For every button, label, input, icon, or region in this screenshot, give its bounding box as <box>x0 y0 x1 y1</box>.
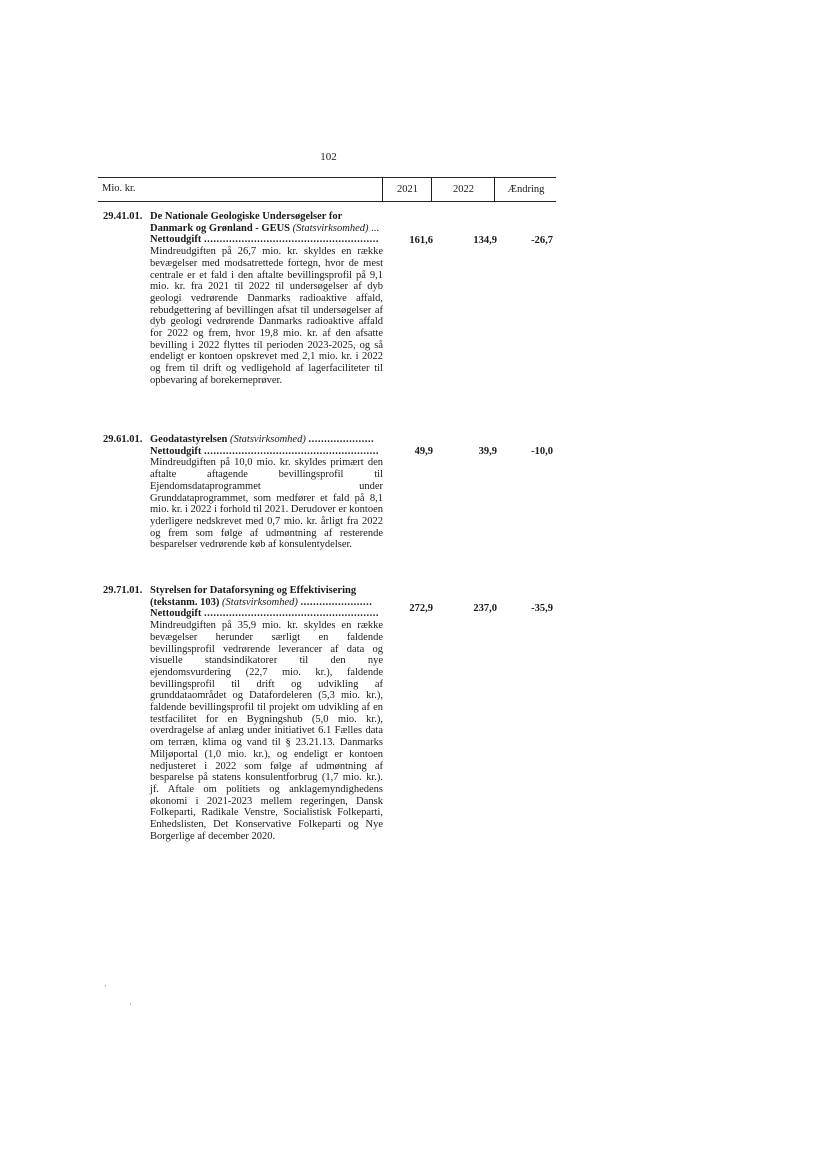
entry-body: Styrelsen for Dataforsyning og Effektivisering (tekstanm. 103) (Statsvirksomhed) ....................... Nettoudgift ........................................................ Mindreudgiften på 35,9 mio. kr. skyldes en række bevægelser herunder særligt en faldende bevillingsprofil vedrørende leverancer af data og visuelle standsindikatorer til den nye ejendomsvurdering (22,7 mio. kr.), faldende bevillingsprofil til drift og udvikling af grunddataområdet og Datafordeleren (5,3 mio. kr.), faldende bevillingsprofil til projekt om udvikling af en testfacilitet for en Bygningshub (5,0 mio. kr.), overdragelse af anlæg under initiativet 6.1 Fælles data om terræn, klima og vand til § 23.21.13. Danmarks Miljøportal (1,0 mio. kr.), og endeligt er kontoen nedjusteret i 2022 som følge af udmøntning af besparelse på statens konsulentforbrug (1,7 mio. kr.). jf. Aftale om politiets og anklagemyndighedens økonomi i 2021-2023 mellem regeringen, Dansk Folkeparti, Radikale Venstre, Socialistisk Folkeparti, Enhedslisten, Det Konservative Folkeparti og Nye Borgerlige af december 2020. <box>150 585 383 842</box>
entry-description: Mindreudgiften på 26,7 mio. kr. skyldes en række bevægelser med modsatrettede fortegn, hvor de mest centrale er et fald i den aftalte bevillingsprofil på 9,1 mio. kr. fra 2021 til 2022 til undersøgelser af dyb geologi vedrørende Danmarks radioaktive affald, rebudgettering af bevillingen afsat til undersøgelser af dyb geologi vedrørende Danmarks radioaktive affald for 2022 og frem, hvor 19,8 mio. kr. af den afsatte bevilling i 2022 flyttes til perioden 2023-2025, og så endeligt er kontoen opskrevet med 2,1 mio. kr. i 2022 og frem til drift og vedligehold af lagerfaciliteter til opbevaring af borekerneprøver. <box>150 246 383 386</box>
unit-label: Mio. kr. <box>102 183 136 194</box>
entry-description: Mindreudgiften på 10,0 mio. kr. skyldes primært den aftalte aftagende bevillingsprofil til Ejendomsdataprogrammet under Grunddataprogrammet, som medfører et fald på 8,1 mio. kr. i 2022 i forhold til 2021. Derudover er kontoen yderligere nedskrevet med 0,7 mio. kr. årligt fra 2022 og frem som følge af udmøntning af resterende besparelser vedrørende køb af konsulentydelser. <box>150 457 384 551</box>
entry-title: De Nationale Geologiske Undersøgelser for Danmark og Grønland - GEUS <box>150 211 343 234</box>
netto-label: Nettoudgift <box>150 234 202 246</box>
entry-code: 29.41.01. <box>103 211 143 222</box>
value-2022: 237,0 <box>473 603 497 614</box>
value-2021: 272,9 <box>409 603 433 614</box>
value-change: -35,9 <box>531 603 553 614</box>
column-header-2022: 2022 <box>431 178 495 201</box>
entry-subtitle: (Statsvirksomhed) <box>222 596 298 608</box>
value-change: -10,0 <box>531 446 553 457</box>
entry-subtitle: (Statsvirksomhed) <box>230 434 306 445</box>
value-change: -26,7 <box>531 235 553 246</box>
entry-subtitle: (Statsvirksomhed) <box>292 222 369 234</box>
netto-label: Nettoudgift <box>150 445 202 457</box>
column-header-change: Ændring <box>494 178 557 201</box>
column-header-2021: 2021 <box>382 178 432 201</box>
scan-speck <box>130 1003 131 1005</box>
value-2022: 134,9 <box>473 235 497 246</box>
netto-label: Nettoudgift <box>150 608 202 620</box>
entry-body: De Nationale Geologiske Undersøgelser for Danmark og Grønland - GEUS (Statsvirksomhed) ... Nettoudgift ........................................................ Mindreudgiften på 26,7 mio. kr. skyldes en række bevægelser med modsatrettede fortegn, hvor de mest centrale er et fald i den aftalte bevillingsprofil på 9,1 mio. kr. fra 2021 til 2022 til undersøgelser af dyb geologi vedrørende Danmarks radioaktive affald, rebudgettering af bevillingen afsat til undersøgelser af dyb geologi vedrørende Danmarks radioaktive affald for 2022 og frem, hvor 19,8 mio. kr. af den afsatte bevilling i 2022 flyttes til perioden 2023-2025, og så endeligt er kontoen opskrevet med 2,1 mio. kr. i 2022 og frem til drift og vedligehold af lagerfaciliteter til opbevaring af borekerneprøver. <box>150 211 383 386</box>
entry-title-trail: ... <box>371 222 379 234</box>
entry-body: Geodatastyrelsen (Statsvirksomhed) ..................... Nettoudgift ........................................................ Mindreudgiften på 10,0 mio. kr. skyldes primært den aftalte aftagende bevillingsprofil til Ejendomsdataprogrammet under Grunddataprogrammet, som medfører et fald på 8,1 mio. kr. i 2022 i forhold til 2021. Derudover er kontoen yderligere nedskrevet med 0,7 mio. kr. årligt fra 2022 og frem som følge af udmøntning af resterende besparelser vedrørende køb af konsulentydelser. <box>150 434 384 551</box>
scan-speck <box>105 985 106 987</box>
entry-description: Mindreudgiften på 35,9 mio. kr. skyldes en række bevægelser herunder særligt en faldende bevillingsprofil vedrørende leverancer af data og visuelle standsindikatorer til den nye ejendomsvurdering (22,7 mio. kr.), faldende bevillingsprofil til drift og udvikling af grunddataområdet og Datafordeleren (5,3 mio. kr.), faldende bevillingsprofil til projekt om udvikling af en testfacilitet for en Bygningshub (5,0 mio. kr.), overdragelse af anlæg under initiativet 6.1 Fælles data om terræn, klima og vand til § 23.21.13. Danmarks Miljøportal (1,0 mio. kr.), og endeligt er kontoen nedjusteret i 2022 som følge af udmøntning af besparelse på statens konsulentforbrug (1,7 mio. kr.). jf. Aftale om politiets og anklagemyndighedens økonomi i 2021-2023 mellem regeringen, Dansk Folkeparti, Radikale Venstre, Socialistisk Folkeparti, Enhedslisten, Det Konservative Folkeparti og Nye Borgerlige af december 2020. <box>150 620 383 842</box>
entry-code: 29.61.01. <box>103 434 143 445</box>
value-2022: 39,9 <box>478 446 497 457</box>
table-header <box>98 177 556 202</box>
value-2021: 49,9 <box>414 446 433 457</box>
entry-code: 29.71.01. <box>103 585 143 596</box>
entry-title: Geodatastyrelsen <box>150 434 228 445</box>
page-number: 102 <box>320 151 337 163</box>
value-2021: 161,6 <box>409 235 433 246</box>
entry-title: Styrelsen for Dataforsyning og Effektivisering (tekstanm. 103) <box>150 585 357 608</box>
